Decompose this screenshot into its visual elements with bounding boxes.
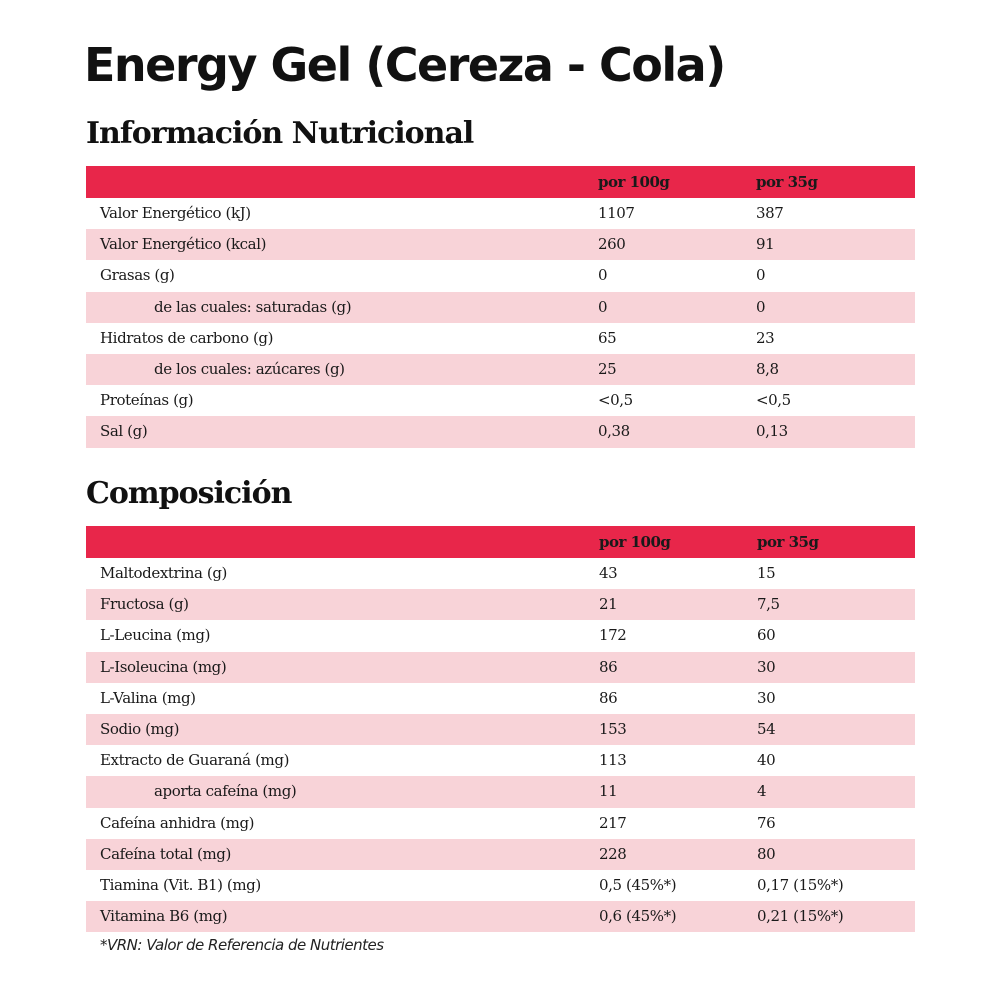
value-per-100g: 228: [599, 844, 627, 863]
row-label: Grasas (g): [100, 266, 175, 285]
table-row: [86, 558, 915, 589]
value-per-100g: 21: [599, 595, 618, 614]
nutrition-heading: Información Nutricional: [86, 116, 474, 151]
value-per-100g: 25: [598, 359, 617, 378]
row-label: Fructosa (g): [100, 595, 189, 614]
table-row: [86, 652, 915, 683]
value-per-100g: 65: [598, 328, 617, 347]
row-label: L-Leucina (mg): [100, 626, 211, 645]
value-per-100g: 153: [599, 719, 627, 738]
table-row: [86, 714, 915, 745]
composition-table-header: [86, 526, 915, 558]
column-header-per-35g: por 35g: [757, 533, 819, 551]
table-row: [86, 385, 915, 416]
table-row: [86, 229, 915, 260]
value-per-35g: 91: [756, 235, 775, 254]
table-row: [86, 808, 915, 839]
table-row: [86, 776, 915, 807]
value-per-35g: 23: [756, 328, 775, 347]
row-label: de las cuales: saturadas (g): [154, 297, 352, 316]
value-per-35g: 40: [757, 751, 776, 770]
row-label: Vitamina B6 (mg): [100, 907, 228, 926]
value-per-35g: 0,21 (15%*): [757, 907, 844, 926]
row-label: Valor Energético (kcal): [100, 235, 267, 254]
value-per-35g: 0: [756, 266, 766, 285]
row-label: aporta cafeína (mg): [154, 782, 297, 801]
row-label: Cafeína total (mg): [100, 844, 231, 863]
composition-table: [86, 526, 915, 932]
value-per-35g: 0,17 (15%*): [757, 875, 844, 894]
row-label: L-Valina (mg): [100, 688, 196, 707]
row-label: de los cuales: azúcares (g): [154, 359, 345, 378]
value-per-100g: 217: [599, 813, 627, 832]
footnote: *VRN: Valor de Referencia de Nutrientes: [100, 936, 384, 954]
nutrition-table: [86, 166, 915, 448]
value-per-35g: 60: [757, 626, 776, 645]
value-per-100g: 1107: [598, 204, 635, 222]
table-row: [86, 323, 915, 354]
value-per-35g: 8,8: [756, 359, 779, 378]
value-per-100g: 11: [599, 782, 618, 801]
value-per-35g: 30: [757, 657, 776, 676]
table-row: [86, 354, 915, 385]
value-per-100g: 0,6 (45%*): [599, 907, 677, 926]
row-label: Sal (g): [100, 422, 148, 441]
column-header-per-100g: por 100g: [598, 173, 670, 191]
value-per-35g: 7,5: [757, 595, 780, 614]
nutrition-table-header: [86, 166, 915, 198]
table-row: [86, 260, 915, 291]
value-per-100g: 172: [599, 626, 627, 645]
row-label: Extracto de Guaraná (mg): [100, 751, 290, 770]
nutrition-rows: [86, 198, 915, 448]
table-row: [86, 589, 915, 620]
value-per-35g: 76: [757, 813, 776, 832]
value-per-100g: 0,5 (45%*): [599, 875, 677, 894]
table-row: [86, 620, 915, 651]
value-per-35g: 15: [757, 564, 776, 582]
composition-rows: [86, 558, 915, 932]
table-row: [86, 416, 915, 447]
value-per-100g: <0,5: [598, 391, 633, 410]
value-per-100g: 0: [598, 297, 608, 316]
value-per-35g: 54: [757, 719, 776, 738]
value-per-35g: 387: [756, 204, 784, 222]
value-per-100g: 86: [599, 688, 618, 707]
page-title: Energy Gel (Cereza - Cola): [84, 38, 725, 92]
table-row: [86, 870, 915, 901]
table-row: [86, 901, 915, 932]
value-per-35g: 0,13: [756, 422, 788, 441]
row-label: Sodio (mg): [100, 719, 180, 738]
value-per-35g: 80: [757, 844, 776, 863]
value-per-35g: 30: [757, 688, 776, 707]
value-per-100g: 260: [598, 235, 626, 254]
table-row: [86, 745, 915, 776]
row-label: Cafeína anhidra (mg): [100, 813, 255, 832]
value-per-35g: 4: [757, 782, 767, 801]
table-row: [86, 839, 915, 870]
composition-heading: Composición: [86, 476, 292, 511]
row-label: Maltodextrina (g): [100, 564, 227, 582]
value-per-100g: 86: [599, 657, 618, 676]
value-per-100g: 0: [598, 266, 608, 285]
row-label: L-Isoleucina (mg): [100, 657, 227, 676]
row-label: Valor Energético (kJ): [100, 204, 251, 222]
table-row: [86, 683, 915, 714]
row-label: Hidratos de carbono (g): [100, 328, 274, 347]
column-header-per-35g: por 35g: [756, 173, 818, 191]
value-per-100g: 0,38: [598, 422, 630, 441]
table-row: [86, 292, 915, 323]
value-per-35g: 0: [756, 297, 766, 316]
value-per-100g: 113: [599, 751, 627, 770]
table-row: [86, 198, 915, 229]
row-label: Tiamina (Vit. B1) (mg): [100, 875, 261, 894]
value-per-100g: 43: [599, 564, 618, 582]
row-label: Proteínas (g): [100, 391, 194, 410]
column-header-per-100g: por 100g: [599, 533, 671, 551]
value-per-35g: <0,5: [756, 391, 791, 410]
